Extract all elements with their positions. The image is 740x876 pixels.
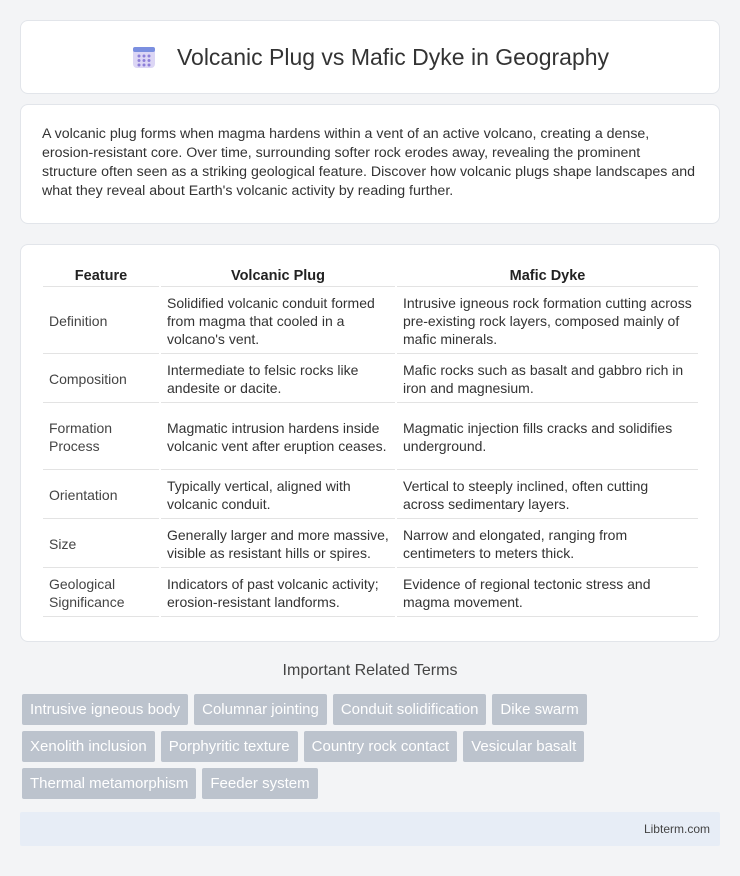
tag-feeder-system[interactable]: Feeder system [202,768,317,799]
tag-country-rock-contact[interactable]: Country rock contact [304,731,458,762]
row-feature: Formation Process [43,405,159,470]
tag-dike-swarm[interactable]: Dike swarm [492,694,586,725]
table-row [43,521,698,568]
tag-xenolith-inclusion[interactable]: Xenolith inclusion [22,731,155,762]
footer [20,812,720,846]
table-row [43,356,698,403]
row-volcanic-plug: Intermediate to felsic rocks like andesite or dacite. [161,356,395,403]
tag-intrusive-igneous-body[interactable]: Intrusive igneous body [22,694,188,725]
intro-card [20,104,720,224]
grid-app-icon [131,44,157,70]
related-terms-title: Important Related Terms [282,662,458,679]
row-mafic-dyke: Intrusive igneous rock formation cutting across pre-existing rock layers, composed mainly of mafic minerals. [397,289,698,354]
table-row [43,289,698,354]
row-volcanic-plug: Indicators of past volcanic activity; erosion-resistant landforms. [161,570,395,617]
row-mafic-dyke: Mafic rocks such as basalt and gabbro rich in iron and magnesium. [397,356,698,403]
row-volcanic-plug: Magmatic intrusion hardens inside volcanic vent after eruption ceases. [161,405,395,470]
intro-text: A volcanic plug forms when magma hardens within a vent of an active volcano, creating a dense, erosion-resistant core. Over time, surrounding softer rock erodes away, revealing the prominent structure often seen as a striking geological feature. Discover how volcanic plugs shape landscapes and what they reveal about Earth's volcanic activity by reading further. [42,126,695,199]
tag-vesicular-basalt[interactable]: Vesicular basalt [463,731,584,762]
row-mafic-dyke: Magmatic injection fills cracks and solidifies underground. [397,405,698,470]
row-feature: Size [43,521,159,568]
comparison-table [41,261,700,619]
row-volcanic-plug: Generally larger and more massive, visible as resistant hills or spires. [161,521,395,568]
comparison-card [20,244,720,642]
row-feature: Orientation [43,472,159,519]
header-card [20,20,720,94]
header-mafic-dyke: Mafic Dyke [397,263,698,287]
row-mafic-dyke: Narrow and elongated, ranging from centimeters to meters thick. [397,521,698,568]
row-feature: Definition [43,289,159,354]
table-header-row [43,263,698,287]
header-feature: Feature [43,263,159,287]
table-row [43,570,698,617]
table-row [43,472,698,519]
page-title: Volcanic Plug vs Mafic Dyke in Geography [176,43,610,70]
tag-porphyritic-texture[interactable]: Porphyritic texture [161,731,298,762]
row-mafic-dyke: Vertical to steeply inclined, often cutting across sedimentary layers. [397,472,698,519]
footer-link[interactable]: Libterm.com [643,822,710,836]
row-mafic-dyke: Evidence of regional tectonic stress and magma movement. [397,570,698,617]
row-feature: Composition [43,356,159,403]
row-volcanic-plug: Typically vertical, aligned with volcanic conduit. [161,472,395,519]
related-terms-tags [22,694,722,799]
row-volcanic-plug: Solidified volcanic conduit formed from magma that cooled in a volcano's vent. [161,289,395,354]
row-feature: Geological Significance [43,570,159,617]
tag-columnar-jointing[interactable]: Columnar jointing [194,694,327,725]
tag-conduit-solidification[interactable]: Conduit solidification [333,694,487,725]
header-volcanic-plug: Volcanic Plug [161,263,395,287]
table-row [43,405,698,470]
tag-thermal-metamorphism[interactable]: Thermal metamorphism [22,768,196,799]
